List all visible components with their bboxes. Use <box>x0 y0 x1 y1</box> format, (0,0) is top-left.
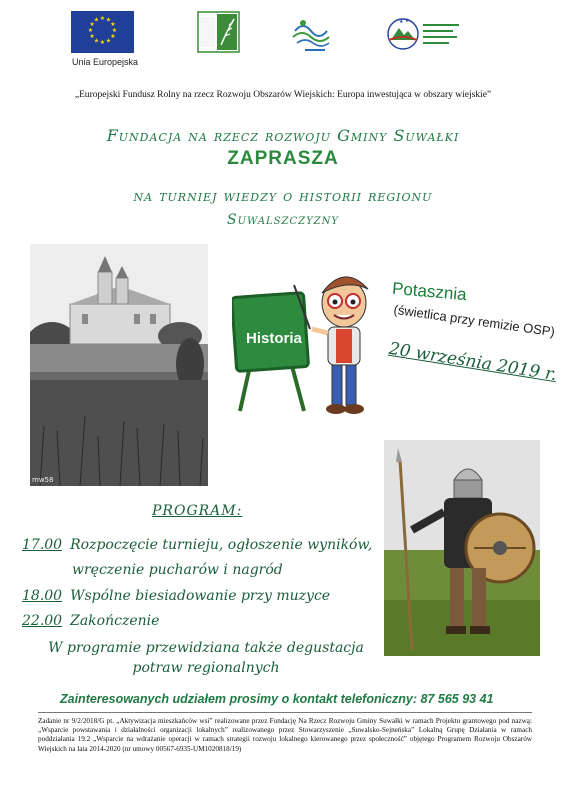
svg-text:★: ★ <box>399 19 404 25</box>
svg-text:★: ★ <box>405 18 410 24</box>
svg-text:★: ★ <box>111 27 118 34</box>
eu-flag-logo <box>71 11 134 53</box>
program-row <box>72 562 283 578</box>
eu-stars-icon <box>71 11 134 53</box>
program-row <box>22 613 159 629</box>
svg-text:★: ★ <box>99 15 106 22</box>
program-time: 18.00 <box>22 588 63 604</box>
program-text: Wspólne biesiadowanie przy muzyce <box>70 588 331 604</box>
history-cartoon <box>232 271 382 421</box>
knight-photo <box>384 440 540 656</box>
svg-text:★: ★ <box>105 37 112 45</box>
svg-text:★: ★ <box>105 16 112 24</box>
funds-line: „Europejski Fundusz Rolny na rzecz Rozwoju Obszarów Wiejskich: Europa inwestująca w obszary wiejskie” <box>74 90 492 100</box>
svg-text:★: ★ <box>110 33 116 40</box>
lgd-logo <box>289 13 339 57</box>
invite-title: ZAPRASZA <box>227 148 339 169</box>
venue-place: Potasznia <box>391 278 468 305</box>
contact-line: Zainteresowanych udziałem prosimy o kontakt telefoniczny: 87 565 93 41 <box>60 692 494 706</box>
church-photo-caption: mw58 <box>32 476 54 484</box>
region-title: Suwalszczyzny <box>227 212 339 228</box>
svg-text:★: ★ <box>99 39 106 46</box>
svg-text:★: ★ <box>110 21 116 28</box>
church-photo <box>30 244 208 486</box>
organizer-title: Fundacja na rzecz rozwoju Gminy Suwałki <box>106 126 460 145</box>
svg-text:★: ★ <box>89 33 95 40</box>
program-row <box>22 537 372 553</box>
footer-text: Zadanie nr 9/2/2018/G pt. „Aktywizacja mieszkańców wsi” realizowane przez Fundację Na Rzecz Rozwoju Gminy Suwałki w ramach Projektu grantowego pod nazwą: „Wsparcie powstawania i działalności organizacji lokalnych” realizowanego przez Stowarzyszenie „Suwalsko-Sejneńska” Lokalną Grupę Działania w ramach poddziałania 19.2 „Wsparcie na wdrażanie operacji w ramach strategii rozwoju lokalnego kierowanego przez społeczność” objętego Programem Rozwoju Obszarów Wiejskich na lata 2014-2020 (nr umowy 00567-6935-UM1020818/19) <box>38 717 532 753</box>
program-heading: PROGRAM: <box>152 503 243 519</box>
program-row <box>22 588 330 604</box>
program-note: W programie przewidziana także degustacja potraw regionalnych <box>48 640 364 676</box>
svg-text:★: ★ <box>93 37 100 45</box>
venue-detail: (świetlica przy remizie OSP) <box>392 301 556 340</box>
footer-divider <box>38 712 532 713</box>
program-text: Zakończenie <box>70 613 160 629</box>
leader-logo <box>197 11 240 53</box>
svg-text:★: ★ <box>93 16 100 24</box>
svg-text:★: ★ <box>87 27 94 34</box>
program-text: wręczenie pucharów i nagród <box>72 562 283 578</box>
eu-caption: Unia Europejska <box>71 57 139 67</box>
program-text: Rozpoczęcie turnieju, ogłoszenie wyników, <box>70 537 373 553</box>
program-time: 22.00 <box>22 613 63 629</box>
event-title: na turniej wiedzy o historii regionu <box>133 186 433 205</box>
program-time: 17.00 <box>22 537 63 553</box>
svg-text:★: ★ <box>89 21 95 28</box>
board-label: Historia <box>246 330 302 347</box>
event-date: 20 września 2019 r. <box>387 338 559 386</box>
prow-logo <box>385 14 465 54</box>
